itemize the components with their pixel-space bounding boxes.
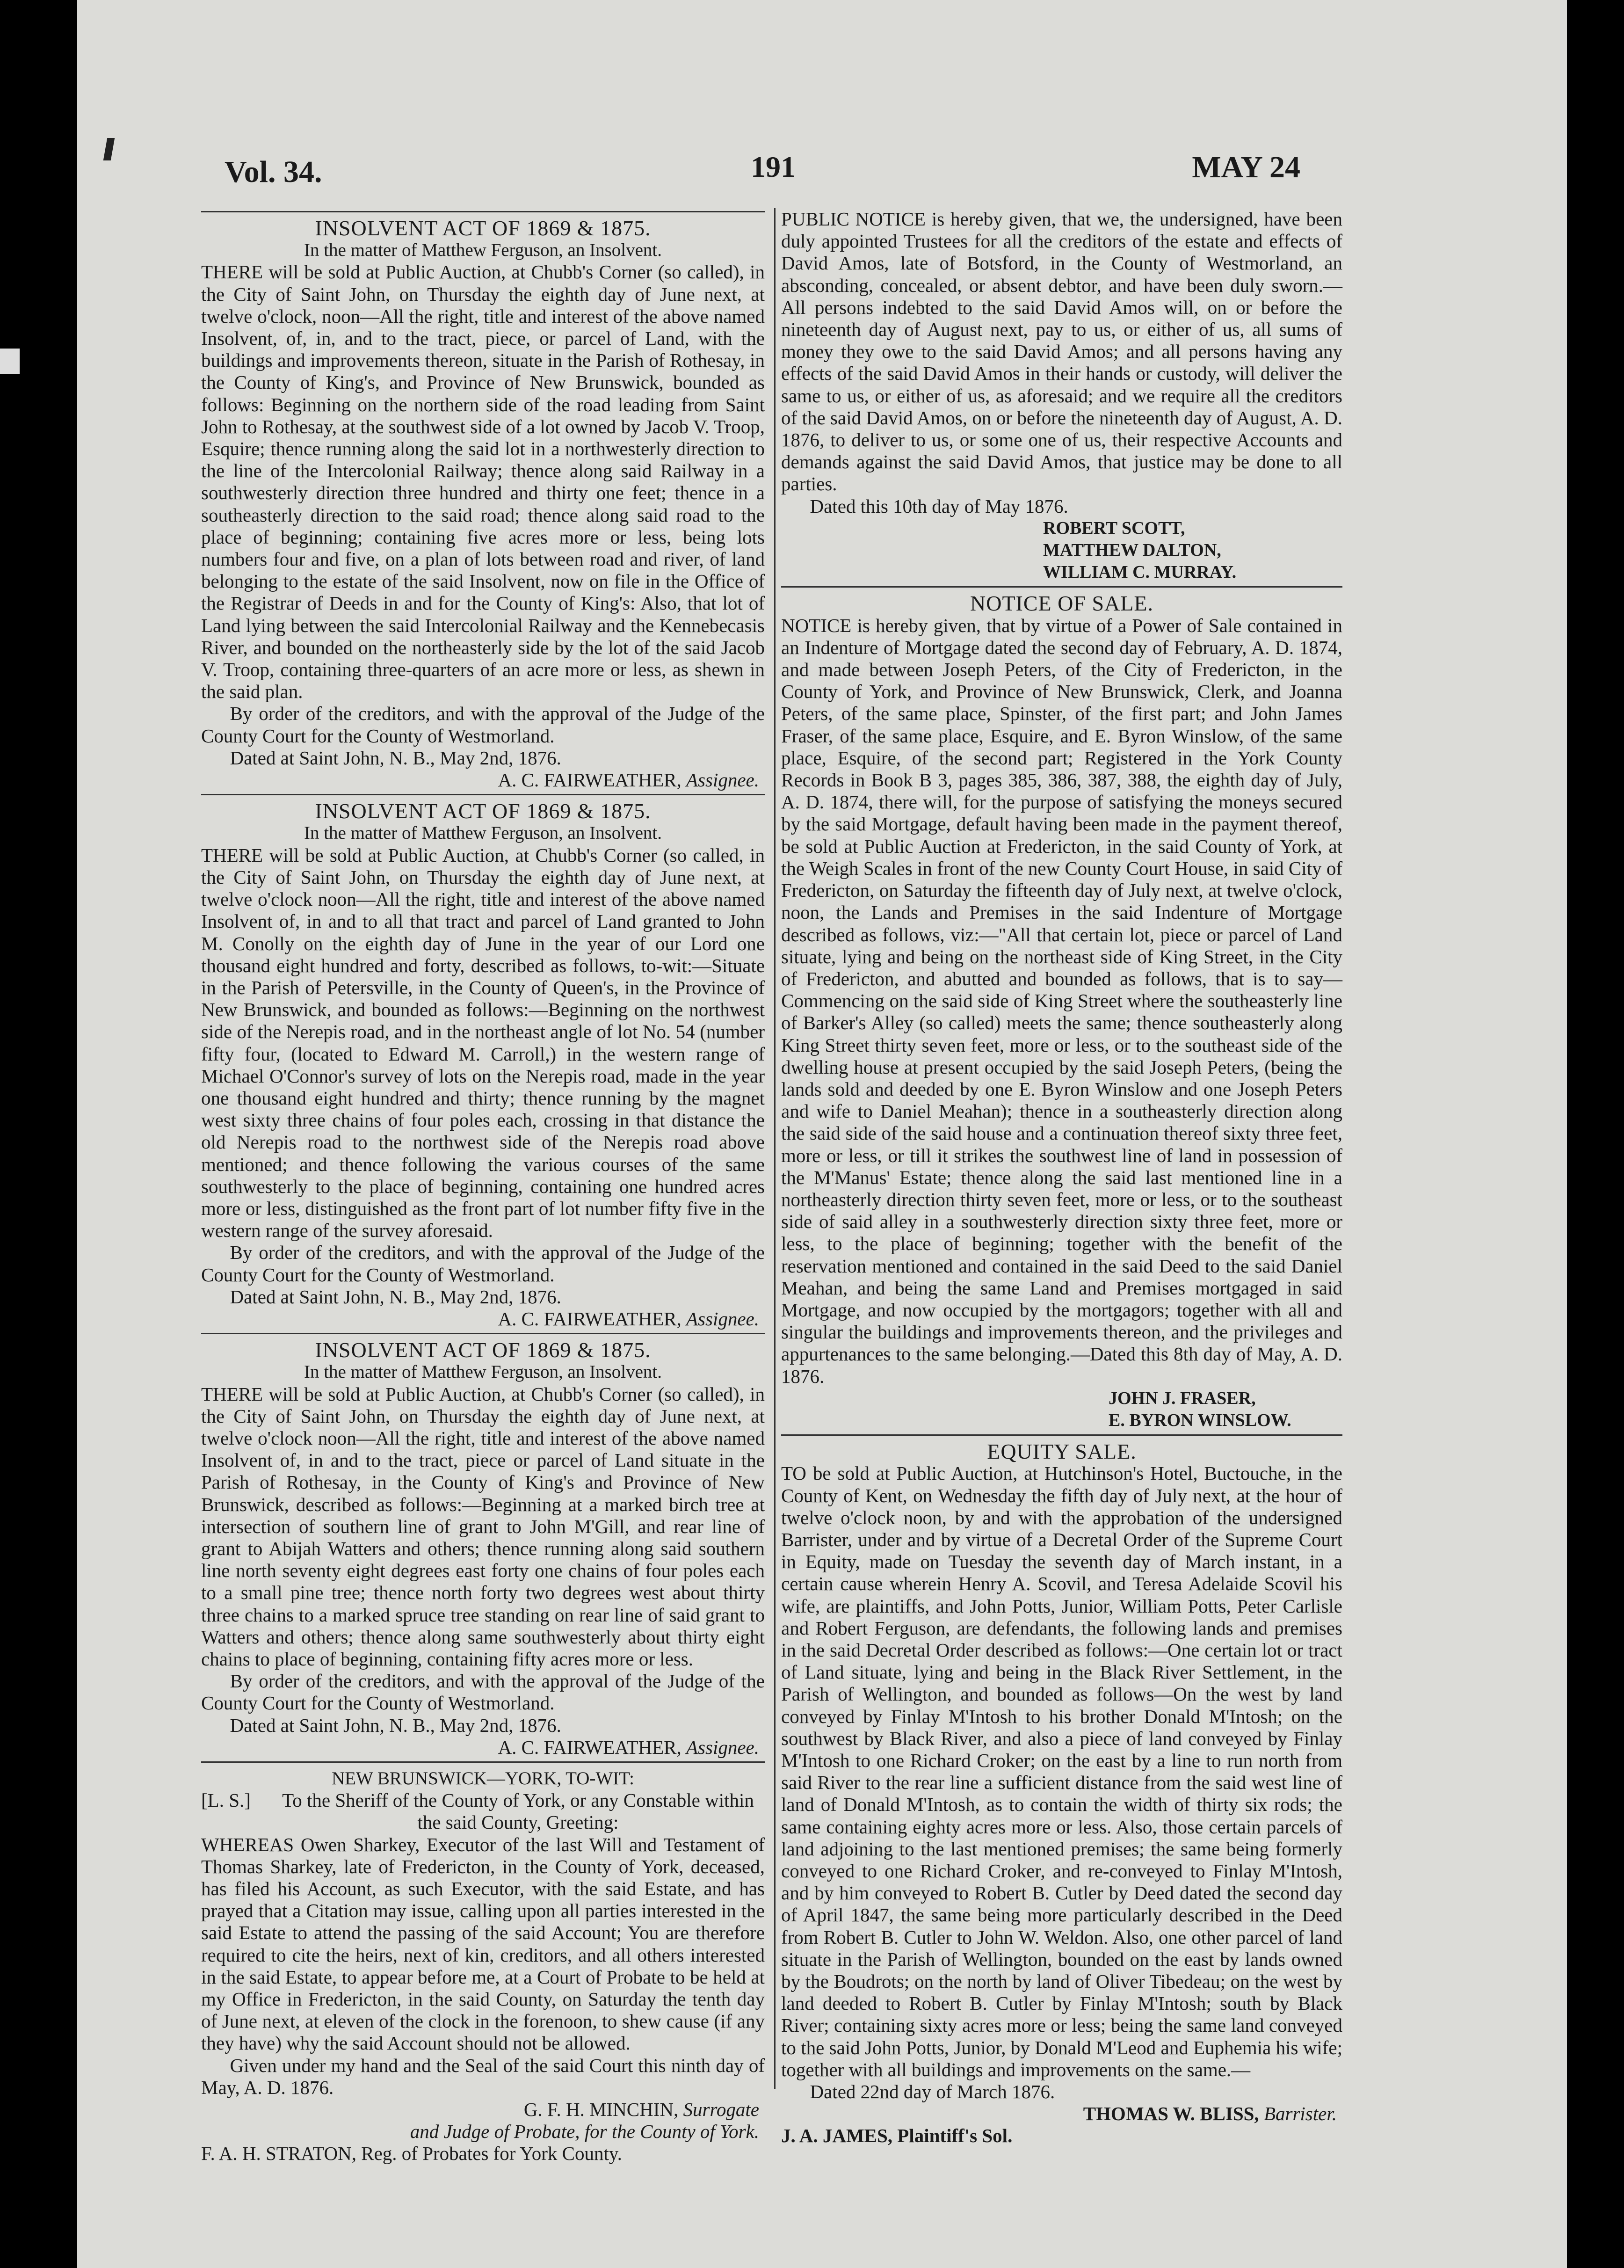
barrister-signature <box>781 2103 1342 2125</box>
section-rule <box>781 1434 1342 1436</box>
assignee-title: Assignee. <box>686 1308 759 1330</box>
barrister-title: Barrister. <box>1263 2103 1337 2125</box>
notice-dated: Dated at Saint John, N. B., May 2nd, 1876. <box>230 747 561 769</box>
notice-subtitle: In the matter of Matthew Ferguson, an Insolvent. <box>304 1362 662 1382</box>
assignee-name: A. C. FAIRWEATHER, <box>498 1308 682 1330</box>
section-rule <box>781 586 1342 588</box>
surrogate-title: Surrogate <box>683 2099 759 2121</box>
issue-date: MAY 24 <box>1192 150 1300 184</box>
trustees-notice <box>781 208 1342 583</box>
probate-title-line <box>201 2121 765 2143</box>
assignee-name: A. C. FAIRWEATHER, <box>498 769 682 791</box>
notice-dated: Dated at Saint John, N. B., May 2nd, 1876. <box>230 1714 561 1736</box>
mortgagee-names <box>1109 1388 1342 1432</box>
notice-body: NOTICE is hereby given, that by virtue of a Power of Sale contained in an Indenture of Mortgage dated the second day of February, A. D. 1874, and made between Joseph Peters, of the City of Fredericton, in the County of York, and Province of New Brunswick, Clerk, and Joanna Peters, of the same place, Spinster, of the first part; and John James Fraser, of the same place, Esquire, and E. Byron Winslow, of the same place, Esquire, of the second part; Registered in the York County Records in Book B 3, pages 385, 386, 387, 388, the eighth day of July, A. D. 1874, there will, for the purpose of satisfying the moneys secured by the said Mortgage, default having been made in the payment thereof, be sold at Public Auction at Fredericton, in the said County of York, at the Weigh Scales in front of the new County Court House, in said City of Fredericton, on Saturday the fifteenth day of July next, at twelve o'clock, noon, the Lands and Premises in the said Indenture of Mortgage described as follows, viz:—"All that certain lot, piece or parcel of Land situate, lying and being on the northeast side of King Street, in the City of Fredericton, and abutted and bounded as follows, that is to say—Commencing on the said side of King Street where the southeasterly line of Barker's Alley (so called) meets the same; thence southeasterly along King Street thirty seven feet, more or less, or to the southeast side of the dwelling house at present occupied by the said Joseph Peters, (being the lands sold and deeded by one E. Byron Winslow and one Joseph Peters and wife to Daniel Meahan); thence in a southeasterly direction along the said side of the said house and a continuation thereof sixty three feet, more or less, or till it strikes the southwest line of land in possession of the M'Manus' Estate; thence along the said last mentioned line in a northeasterly direction thirty seven feet, more or less, or to the southeast side of said alley in a southwesterly direction sixty three feet, more or less, to the place of beginning; together with the benefit of the reservation mentioned and contained in the said Deed to the said Daniel Meahan, and being the same Land and Premises mortgaged in said Mortgage, and now occupied by the mortgagors; together with all and singular the buildings and improvements thereon, and the privileges and appurtenances to the same belonging.—Dated this 8th day of May, A. D. 1876. <box>781 614 1342 1387</box>
notice-title: NOTICE OF SALE. <box>970 591 1153 616</box>
mortgagee-name: JOHN J. FRASER, <box>1109 1388 1256 1408</box>
notice-dated: Dated this 10th day of May 1876. <box>810 495 1068 517</box>
trustee-name: MATTHEW DALTON, <box>1043 540 1221 560</box>
assignee-signature <box>201 1737 765 1759</box>
probate-title: and Judge of Probate, for the County of York. <box>410 2121 759 2143</box>
registrar-line: F. A. H. STRATON, Reg. of Probates for York County. <box>201 2143 622 2165</box>
section-rule <box>201 211 765 212</box>
assignee-name: A. C. FAIRWEATHER, <box>498 1736 682 1758</box>
citation-to: To the Sheriff of the County of York, or any Constable within the said County, Greeting: <box>282 1789 754 1833</box>
left-column <box>201 208 765 2165</box>
citation-address <box>201 1789 765 1833</box>
notice-body: THERE will be sold at Public Auction, at Chubb's Corner (so called), in the City of Saint John, on Thursday the eighth day of June next, at twelve o'clock noon—All the right, title and interest of the above named Insolvent of, in and to the tract, piece or parcel of Land situate in the Parish of Rothesay, in the County of King's and Province of New Brunswick, described as follows:—Beginning at a marked birch tree at intersection of southern line of grant to John M'Gill, and rear line of grant to Abijah Watters and others; thence running along said southern line north seventy eight degrees east forty one chains of four poles each to a small pine tree; thence north forty two degrees west about thirty three chains to a marked spruce tree standing on rear line of said grant to Watters and others; thence along same southwesterly about thirty eight chains to place of beginning, containing fifty acres more or less. <box>201 1383 765 1670</box>
notice-title: EQUITY SALE. <box>987 1439 1137 1464</box>
right-column <box>781 208 1342 2147</box>
probate-citation <box>201 1767 765 2165</box>
seal-mark: [L. S.] <box>201 1789 251 1811</box>
notice-order: By order of the creditors, and with the approval of the Judge of the County Court for the County of Westmorland. <box>201 703 765 747</box>
equity-sale <box>781 1440 1342 2147</box>
assignee-signature <box>201 769 765 791</box>
insolvent-notice-3 <box>201 1339 765 1759</box>
notice-body: PUBLIC NOTICE is hereby given, that we, the undersigned, have been duly appointed Trustees for all the creditors of the estate and effects of David Amos, late of Botsford, in the County of Westmorland, an absconding, concealed, or absent debtor, and have been duly sworn.—All persons indebted to the said David Amos will, on or before the nineteenth day of August next, pay to us, or either of us, all sums of money they owe to the said David Amos; and all persons having any effects of the said David Amos in their hands or custody, will deliver the same to us, or either of us, as aforesaid; and we require all the creditors of the said David Amos, on or before the nineteenth day of August, A. D. 1876, to deliver to us, or some one of us, their respective Accounts and demands against the said David Amos, that justice may be done to all parties. <box>781 208 1342 495</box>
notice-order: By order of the creditors, and with the approval of the Judge of the County Court for the County of Westmorland. <box>201 1670 765 1714</box>
section-rule <box>201 1333 765 1334</box>
solicitor-line: J. A. JAMES, Plaintiff's Sol. <box>781 2125 1013 2147</box>
citation-given: Given under my hand and the Seal of the said Court this ninth day of May, A. D. 1876. <box>201 2054 765 2098</box>
notice-subtitle: In the matter of Matthew Ferguson, an Insolvent. <box>304 240 662 261</box>
mortgagee-name: E. BYRON WINSLOW. <box>1109 1410 1291 1430</box>
trustee-name: ROBERT SCOTT, <box>1043 518 1185 538</box>
assignee-title: Assignee. <box>686 1736 759 1758</box>
assignee-signature <box>201 1308 765 1330</box>
section-rule <box>201 1761 765 1763</box>
trustee-name: WILLIAM C. MURRAY. <box>1043 562 1237 582</box>
notice-title: INSOLVENT ACT OF 1869 & 1875. <box>315 216 651 240</box>
insolvent-notice-1 <box>201 217 765 791</box>
notice-order: By order of the creditors, and with the approval of the Judge of the County Court for the County of Westmorland. <box>201 1242 765 1286</box>
notice-title: INSOLVENT ACT OF 1869 & 1875. <box>315 1338 651 1362</box>
column-divider <box>774 208 776 2089</box>
notice-of-sale <box>781 592 1342 1432</box>
citation-heading: NEW BRUNSWICK—YORK, TO-WIT: <box>332 1768 634 1789</box>
page-number: 191 <box>751 150 796 183</box>
margin-tab <box>0 349 20 374</box>
notice-title: INSOLVENT ACT OF 1869 & 1875. <box>315 799 651 823</box>
notice-dated: Dated 22nd day of March 1876. <box>810 2081 1055 2103</box>
notice-body: TO be sold at Public Auction, at Hutchinson's Hotel, Buctouche, in the County of Kent, on Wednesday the fifth day of July next, at the hour of twelve o'clock noon, by and with the approbation of the undersigned Barrister, under and by virtue of a Decretal Order of the Supreme Court in Equity, made on Tuesday the seventh day of March instant, in a certain cause wherein Henry A. Scovil, and Teresa Adelaide Scovil his wife, are plaintiffs, and John Potts, Junior, William Potts, Peter Carlisle and Robert Ferguson, are defendants, the following lands and premises in the said Decretal Order described as follows:—One certain lot or tract of Land situate, lying and being in the Black River Settlement, in the Parish of Wellington, and bounded as follows—On the west by land conveyed by Finlay M'Intosh to his brother Donald M'Intosh; on the southwest by Black River, and also a piece of land conveyed by Finlay M'Intosh to one Richard Croker; on the east by a line to run north from said River to the rear line a sufficient distance from the said west line of land of Donald M'Intosh, as to contain the width of thirty six rods; the same containing eighty acres more or less. Also, those certain parcels of land adjoining to the last mentioned premises; the same being formerly conveyed to one Richard Croker, and re-conveyed to Finlay M'Intosh, and by him conveyed to Robert B. Cutler by Deed dated the second day of April 1847, the same being more particularly described in the Deed from Robert B. Cutler to John W. Weldon. Also, one other parcel of land situate in the Parish of Wellington, bounded on the east by lands owned by the Boudrots; on the north by land of Oliver Tibedeau; on the west by land deeded to Robert B. Cutler by Finlay M'Intosh; south by Black River; containing sixty acres more or less; being the same land conveyed to the said John Potts, Junior, by Donald M'Leod and Euphemia his wife; together with all buildings and improvements on the same.— <box>781 1462 1342 2080</box>
citation-body: WHEREAS Owen Sharkey, Executor of the last Will and Testament of Thomas Sharkey, late of Fredericton, in the County of York, deceased, has filed his Account, as such Executor, with the said Estate, and has prayed that a Citation may issue, calling upon all parties interested in the said Estate to attend the passing of the said Account; You are therefore required to cite the heirs, next of kin, creditors, and all others interested in the said Estate, to appear before me, at a Court of Probate to be held at my Office in Fredericton, in the said County, on Saturday the tenth day of June next, at eleven of the clock in the forenoon, to shew cause (if any they have) why the said Account should not be allowed. <box>201 1833 765 2054</box>
assignee-title: Assignee. <box>686 769 759 791</box>
notice-body: THERE will be sold at Public Auction, at Chubb's Corner (so called), in the City of Saint John, on Thursday the eighth day of June next, at twelve o'clock, noon—All the right, title and interest of the above named Insolvent, of, in, and to the tract, piece, or parcel of Land, with the buildings and improvements thereon, situate in the Parish of Rothesay, in the County of King's, and Province of New Brunswick, bounded as follows: Beginning on the northern side of the road leading from Saint John to Rothesay, at the southwest side of a lot owned by Jacob V. Troop, Esquire; thence running along the said lot in a northwesterly direction to the line of the Intercolonial Railway; thence along said Railway in a southwesterly direction three hundred and thirty one feet; thence in a southeasterly direction to the said road; thence along said road to the place of beginning; containing five acres more or less, being lots numbers four and five, on a plan of lots between road and river, of land belonging to the estate of the said Insolvent, now on file in the Office of the Registrar of Deeds in and for the County of King's: Also, that lot of Land lying between the said Intercolonial Railway and the Kennebecasis River, and bounded on the northeasterly side by the lot of the said Jacob V. Troop, containing three-quarters of an acre more or less, as shewn in the said plan. <box>201 261 765 703</box>
barrister-name: THOMAS W. BLISS, <box>1083 2103 1259 2125</box>
insolvent-notice-2 <box>201 800 765 1330</box>
surrogate-name: G. F. H. MINCHIN, <box>523 2099 679 2121</box>
volume-label: Vol. 34. <box>225 155 322 189</box>
page-header <box>225 140 1300 201</box>
notice-dated: Dated at Saint John, N. B., May 2nd, 1876. <box>230 1286 561 1308</box>
surrogate-signature <box>201 2099 765 2121</box>
notice-subtitle: In the matter of Matthew Ferguson, an Insolvent. <box>304 823 662 843</box>
notice-body: THERE will be sold at Public Auction, at Chubb's Corner (so called, in the City of Saint John, on Thursday the eighth day of June next, at twelve o'clock noon—All the right, title and interest of the above named Insolvent of, in and to all that tract and parcel of Land granted to John M. Conolly on the eighth day of June in the year of our Lord one thousand eight hundred and forty, described as follows, to-wit:—Situate in the Parish of Petersville, in the County of Queen's, in the Province of New Brunswick, and bounded as follows:—Beginning on the northwest side of the Nerepis road, and in the northeast angle of lot No. 54 (number fifty four, (located to Edward M. Carroll,) in the western range of Michael O'Connor's survey of lots on the Nerepis road, made in the year one thousand eight hundred and thirty; thence running by the magnet west sixty three chains of four poles each, crossing in that distance the old Nerepis road to the northwest side of the Nerepis road above mentioned; and thence following the various courses of the same southwesterly to the place of beginning, containing one hundred acres more or less, distinguished as the front part of lot number fifty five in the western range of the survey aforesaid. <box>201 844 765 1242</box>
trustee-names <box>1043 517 1342 584</box>
section-rule <box>201 794 765 795</box>
